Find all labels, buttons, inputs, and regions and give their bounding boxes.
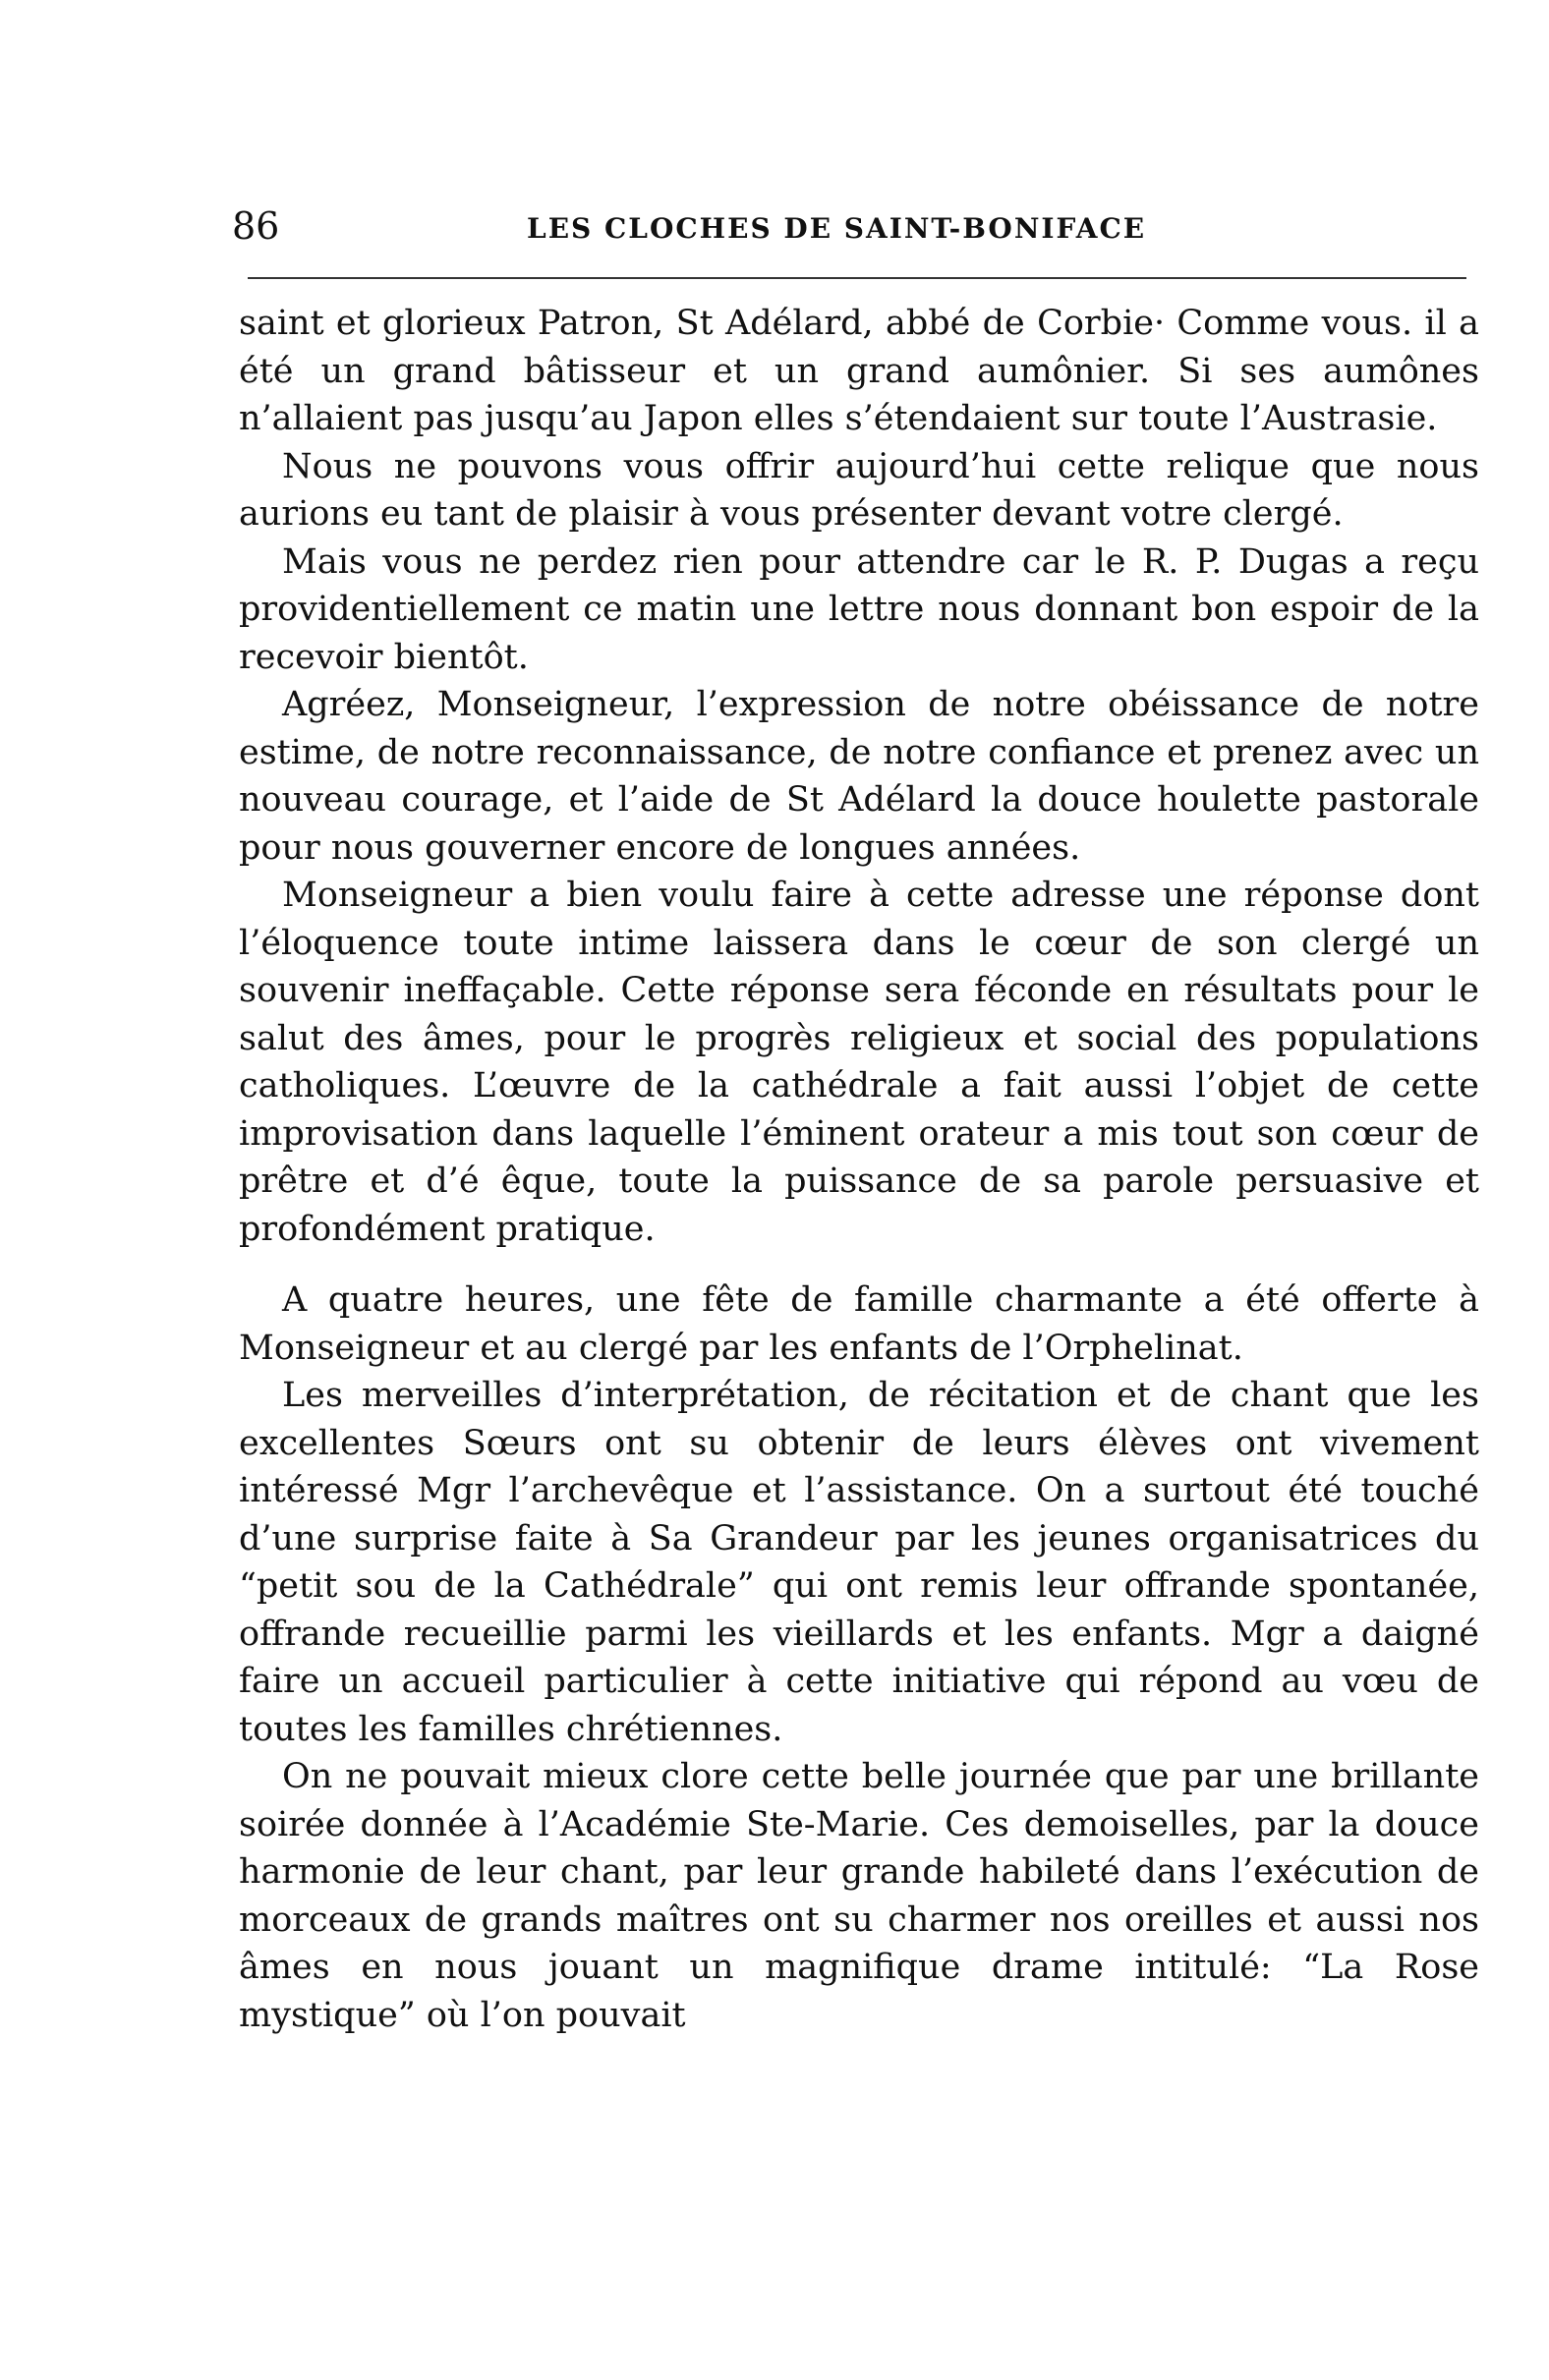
paragraph: Mais vous ne perdez rien pour attendre car le R. P. Dugas a reçu providentiellement ce matin une lettre nous donnant bon espoir de la recevoir bientôt. [239, 541, 1479, 677]
paragraph: Nous ne pouvons vous offrir aujourd’hui cette relique que nous aurions eu tant de plaisir à vous présenter devant votre clergé. [239, 446, 1479, 534]
paragraph: Les merveilles d’interprétation, de récitation et de chant que les excellentes Sœurs ont su obtenir de leurs élèves ont vivement intéressé Mgr l’archevêque et l’assistance. On a surtout été touché d’une surprise faite à Sa Grandeur par les jeunes organisatrices du “petit sou de la Cathédrale” qui ont remis leur offrande spontanée, offrande recueillie parmi les vieillards et les enfants. Mgr a daigné faire un accueil particulier à cette initiative qui répond au vœu de toutes les familles chrétiennes. [239, 1376, 1479, 1749]
paragraph: On ne pouvait mieux clore cette belle journée que par une brillante soirée donnée à l’Académie Ste-Marie. Ces demoiselles, par la douce harmonie de leur chant, par leur grande habileté dans l’exécution de morceaux de grands maîtres ont su charmer nos oreilles et aussi nos âmes en nous jouant un magnifique drame intitulé: “La Rose mystique” où l’on pouvait [239, 1757, 1479, 2035]
page-number: 86 [232, 204, 280, 248]
running-head: LES CLOCHES DE SAINT-BONIFACE [527, 212, 1147, 245]
paragraph: Monseigneur a bien voulu faire à cette adresse une réponse dont l’éloquence toute intime laissera dans le cœur de son clergé un souvenir ineffaçable. Cette réponse sera féconde en résultats pour le salut des âmes, pour le progrès religieux et social des populations catholiques. L’œuvre de la cathédrale a fait aussi l’objet de cette improvisation dans laquelle l’éminent orateur a mis tout son cœur de prêtre et d’é êque, toute la puissance de sa parole persuasive et profondément pratique. [239, 876, 1479, 1249]
page-header [232, 197, 1466, 255]
paragraph: Agréez, Monseigneur, l’expression de notre obéissance de notre estime, de notre reconnaissance, de notre confiance et prenez avec un nouveau courage, et l’aide de St Adélard la douce houlette pastorale pour nous gouverner encore de longues années. [239, 685, 1479, 868]
body-text [239, 300, 1479, 2039]
header-rule [248, 277, 1466, 279]
paragraph: saint et glorieux Patron, St Adélard, abbé de Corbie· Comme vous. il a été un grand bâtisseur et un grand aumônier. Si ses aumônes n’allaient pas jusqu’au Japon elles s’étendaient sur toute l’Austrasie. [239, 304, 1479, 438]
paragraph: A quatre heures, une fête de famille charmante a été offerte à Monseigneur et au clergé par les enfants de l’Orphelinat. [239, 1280, 1479, 1368]
